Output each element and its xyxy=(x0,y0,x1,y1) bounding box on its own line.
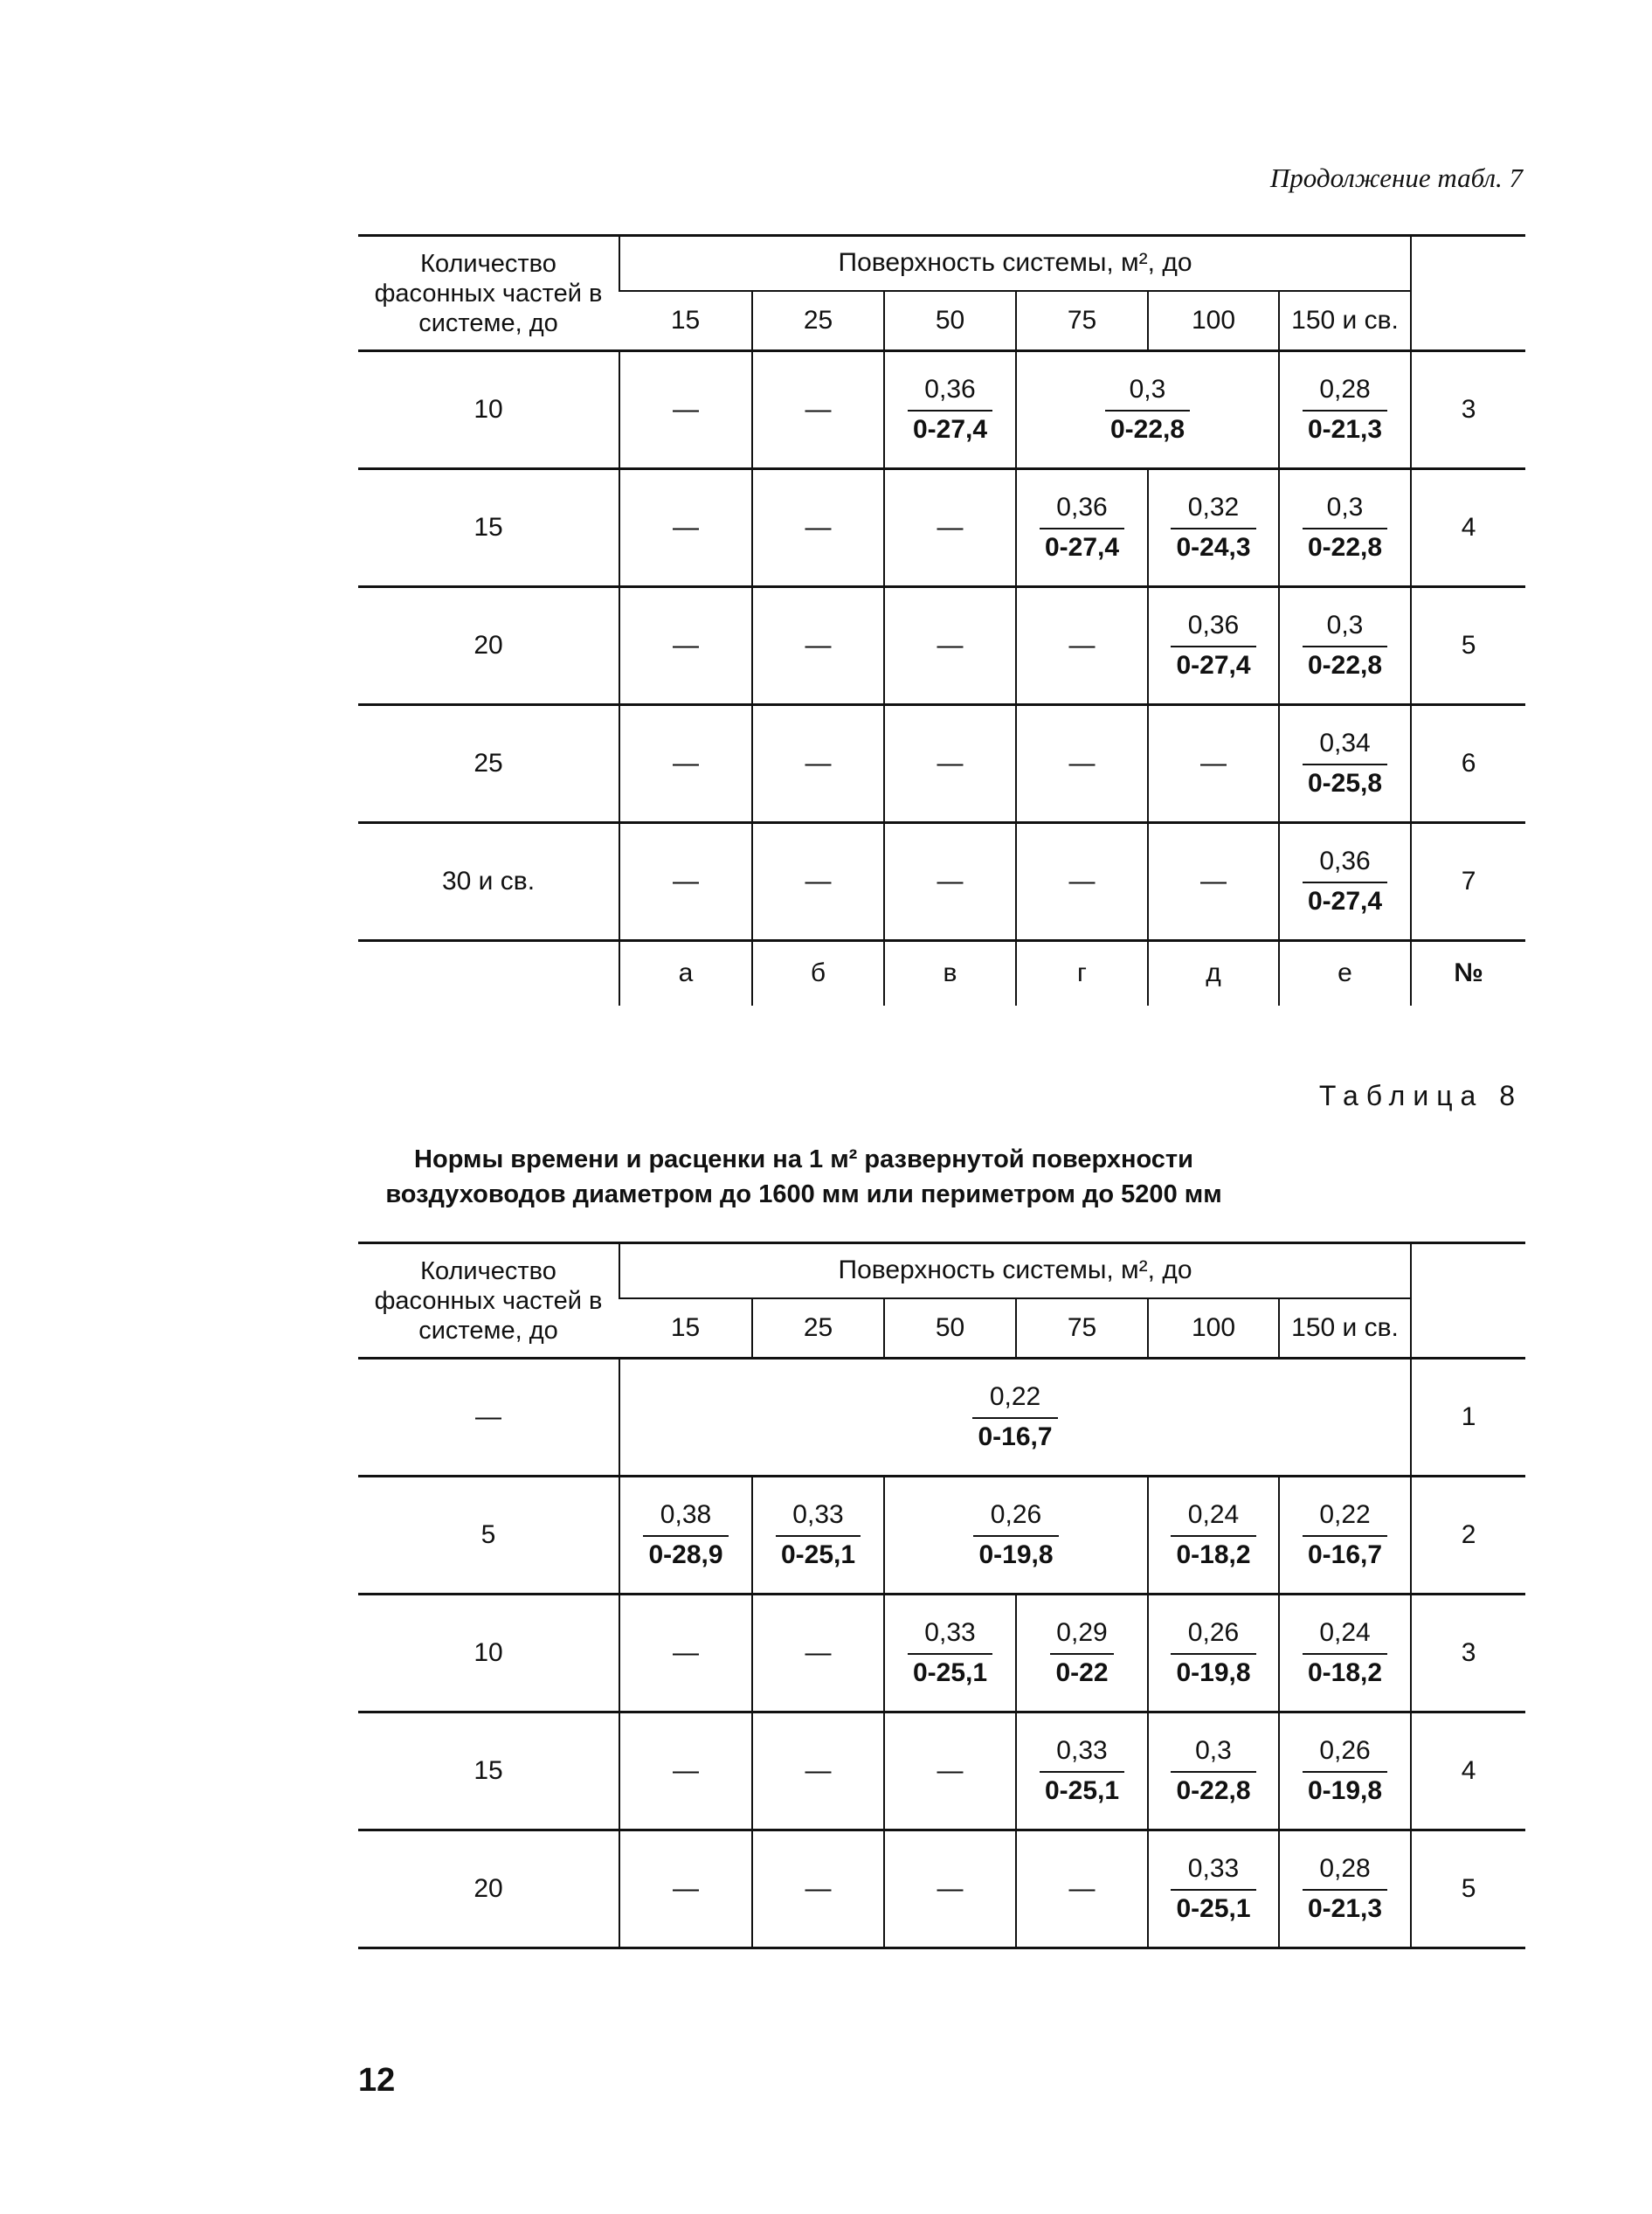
row-number: 7 xyxy=(1411,823,1525,941)
norm-fraction xyxy=(1303,375,1387,445)
norm-cell xyxy=(1279,705,1411,823)
norm-fraction xyxy=(1303,1618,1387,1688)
surface-header: Поверхность системы, м², до xyxy=(619,236,1411,291)
norm-fraction xyxy=(1303,729,1387,799)
empty-cell-dash: — xyxy=(619,587,752,705)
letters-blank xyxy=(358,941,619,1006)
norm-fraction xyxy=(1303,1736,1387,1806)
norm-cell xyxy=(752,1477,884,1595)
norm-fraction xyxy=(1171,493,1255,563)
norm-fraction xyxy=(972,1382,1057,1452)
time-norm: 0,26 xyxy=(990,1500,1042,1529)
row-number: 2 xyxy=(1411,1477,1525,1595)
norm-fraction xyxy=(973,1500,1058,1570)
empty-cell-dash: — xyxy=(752,351,884,469)
table-row xyxy=(358,1712,1525,1830)
table-8-label: Таблица 8 xyxy=(1318,1080,1523,1111)
rate-value: 0-22,8 xyxy=(1303,646,1387,681)
norm-fraction xyxy=(1105,375,1190,445)
rate-value: 0-28,9 xyxy=(643,1535,728,1570)
empty-cell-dash: — xyxy=(884,823,1016,941)
qty-header: Количество фасонных частей в системе, до xyxy=(358,236,619,351)
row-number: 6 xyxy=(1411,705,1525,823)
empty-cell-dash: — xyxy=(1016,587,1148,705)
norm-cell xyxy=(1279,1595,1411,1712)
empty-cell-dash: — xyxy=(1148,705,1279,823)
size-header: 75 xyxy=(1016,291,1148,351)
norm-cell xyxy=(1279,587,1411,705)
time-norm: 0,26 xyxy=(1187,1618,1240,1647)
norm-fraction xyxy=(1171,1736,1255,1806)
time-norm: 0,3 xyxy=(1326,493,1364,522)
empty-cell-dash: — xyxy=(752,823,884,941)
rate-value: 0-22 xyxy=(1050,1653,1113,1688)
norm-fraction xyxy=(1303,1854,1387,1924)
norm-cell xyxy=(884,1477,1148,1595)
time-norm: 0,3 xyxy=(1326,611,1364,640)
time-norm: 0,22 xyxy=(989,1382,1041,1411)
empty-cell-dash: — xyxy=(884,1830,1016,1948)
time-norm: 0,38 xyxy=(660,1500,712,1529)
qty-cell: 15 xyxy=(358,1712,619,1830)
size-header: 100 xyxy=(1148,1298,1279,1359)
norm-fraction xyxy=(1303,1500,1387,1570)
rate-value: 0-25,1 xyxy=(1040,1771,1124,1806)
row-number: 1 xyxy=(1411,1359,1525,1477)
time-norm: 0,26 xyxy=(1319,1736,1371,1765)
column-letter: д xyxy=(1148,941,1279,1006)
empty-cell-dash: — xyxy=(1016,1830,1148,1948)
column-letter: в xyxy=(884,941,1016,1006)
norm-fraction xyxy=(643,1500,728,1570)
norm-fraction xyxy=(1050,1618,1113,1688)
time-norm: 0,33 xyxy=(1187,1854,1240,1883)
time-norm: 0,36 xyxy=(1319,847,1371,875)
surface-header: Поверхность системы, м², до xyxy=(619,1243,1411,1298)
rate-value: 0-27,4 xyxy=(1303,882,1387,917)
time-norm: 0,22 xyxy=(1319,1500,1371,1529)
table-8 xyxy=(358,1242,1525,1949)
size-header: 75 xyxy=(1016,1298,1148,1359)
empty-cell-dash: — xyxy=(1016,823,1148,941)
qty-cell: 20 xyxy=(358,1830,619,1948)
qty-cell: 10 xyxy=(358,1595,619,1712)
empty-cell-dash: — xyxy=(884,587,1016,705)
rate-value: 0-18,2 xyxy=(1303,1653,1387,1688)
norm-cell xyxy=(1148,587,1279,705)
size-header: 150 и св. xyxy=(1279,1298,1411,1359)
time-norm: 0,28 xyxy=(1319,375,1371,404)
row-number: 4 xyxy=(1411,1712,1525,1830)
size-header: 50 xyxy=(884,1298,1016,1359)
norm-fraction xyxy=(1040,1736,1124,1806)
size-header: 15 xyxy=(619,1298,752,1359)
norm-cell xyxy=(619,1477,752,1595)
norm-fraction xyxy=(1303,847,1387,917)
table-row xyxy=(358,587,1525,705)
norm-cell xyxy=(1279,823,1411,941)
rate-value: 0-22,8 xyxy=(1303,528,1387,563)
rate-value: 0-25,1 xyxy=(908,1653,992,1688)
column-letter: а xyxy=(619,941,752,1006)
norm-fraction xyxy=(908,375,992,445)
qty-cell: 10 xyxy=(358,351,619,469)
norm-fraction xyxy=(1303,611,1387,681)
rate-value: 0-16,7 xyxy=(1303,1535,1387,1570)
time-norm: 0,33 xyxy=(924,1618,976,1647)
rate-value: 0-27,4 xyxy=(1040,528,1124,563)
norm-cell xyxy=(1016,1712,1148,1830)
empty-cell-dash: — xyxy=(1148,823,1279,941)
table-7-continuation xyxy=(358,234,1525,1006)
rate-value: 0-16,7 xyxy=(972,1417,1057,1452)
qty-cell: 25 xyxy=(358,705,619,823)
qty-cell: 5 xyxy=(358,1477,619,1595)
column-letter: б xyxy=(752,941,884,1006)
rate-value: 0-18,2 xyxy=(1171,1535,1255,1570)
norm-fraction xyxy=(1171,611,1255,681)
number-header-blank xyxy=(1411,1243,1525,1359)
qty-cell: — xyxy=(358,1359,619,1477)
empty-cell-dash: — xyxy=(884,1712,1016,1830)
norm-fraction xyxy=(1171,1500,1255,1570)
norm-cell xyxy=(1148,1712,1279,1830)
time-norm: 0,32 xyxy=(1187,493,1240,522)
size-header: 100 xyxy=(1148,291,1279,351)
norm-cell xyxy=(884,351,1016,469)
norm-cell xyxy=(1148,1595,1279,1712)
norm-cell xyxy=(884,1595,1016,1712)
size-header: 25 xyxy=(752,1298,884,1359)
table-8-title-line-2: воздуховодов диаметром до 1600 мм или периметром до 5200 мм xyxy=(385,1180,1222,1208)
time-norm: 0,3 xyxy=(1195,1736,1232,1765)
qty-cell: 20 xyxy=(358,587,619,705)
empty-cell-dash: — xyxy=(1016,705,1148,823)
time-norm: 0,29 xyxy=(1056,1618,1108,1647)
table-row xyxy=(358,705,1525,823)
size-header: 15 xyxy=(619,291,752,351)
norm-cell xyxy=(1016,469,1148,587)
table-row xyxy=(358,469,1525,587)
empty-cell-dash: — xyxy=(752,469,884,587)
time-norm: 0,33 xyxy=(792,1500,844,1529)
empty-cell-dash: — xyxy=(619,351,752,469)
empty-cell-dash: — xyxy=(752,705,884,823)
table-row xyxy=(358,823,1525,941)
norm-fraction xyxy=(776,1500,861,1570)
rate-value: 0-21,3 xyxy=(1303,410,1387,445)
norm-fraction xyxy=(1040,493,1124,563)
norm-cell xyxy=(619,1359,1411,1477)
rate-value: 0-25,8 xyxy=(1303,764,1387,799)
rate-value: 0-19,8 xyxy=(973,1535,1058,1570)
rate-value: 0-21,3 xyxy=(1303,1889,1387,1924)
empty-cell-dash: — xyxy=(619,1830,752,1948)
time-norm: 0,34 xyxy=(1319,729,1371,758)
qty-cell: 15 xyxy=(358,469,619,587)
empty-cell-dash: — xyxy=(619,1595,752,1712)
continuation-caption: Продолжение табл. 7 xyxy=(1269,163,1523,193)
time-norm: 0,24 xyxy=(1187,1500,1240,1529)
size-header: 50 xyxy=(884,291,1016,351)
rate-value: 0-19,8 xyxy=(1171,1653,1255,1688)
page-number: 12 xyxy=(358,2062,396,2099)
empty-cell-dash: — xyxy=(752,1830,884,1948)
empty-cell-dash: — xyxy=(884,705,1016,823)
time-norm: 0,33 xyxy=(1056,1736,1108,1765)
rate-value: 0-25,1 xyxy=(1171,1889,1255,1924)
table-row xyxy=(358,1477,1525,1595)
empty-cell-dash: — xyxy=(752,587,884,705)
column-letter: г xyxy=(1016,941,1148,1006)
rate-value: 0-22,8 xyxy=(1171,1771,1255,1806)
time-norm: 0,28 xyxy=(1319,1854,1371,1883)
empty-cell-dash: — xyxy=(619,705,752,823)
norm-cell xyxy=(1279,351,1411,469)
rate-value: 0-27,4 xyxy=(908,410,992,445)
number-label: № xyxy=(1411,941,1525,1006)
rate-value: 0-24,3 xyxy=(1171,528,1255,563)
norm-fraction xyxy=(1171,1854,1255,1924)
rate-value: 0-22,8 xyxy=(1105,410,1190,445)
norm-cell xyxy=(1279,1477,1411,1595)
time-norm: 0,36 xyxy=(1187,611,1240,640)
row-number: 5 xyxy=(1411,1830,1525,1948)
number-header-blank xyxy=(1411,236,1525,351)
table-row xyxy=(358,351,1525,469)
norm-cell xyxy=(1148,1477,1279,1595)
empty-cell-dash: — xyxy=(752,1712,884,1830)
norm-cell xyxy=(1279,1712,1411,1830)
norm-fraction xyxy=(908,1618,992,1688)
size-header: 25 xyxy=(752,291,884,351)
table-8-title-line-1: Нормы времени и расценки на 1 м² развернутой поверхности xyxy=(414,1145,1193,1173)
time-norm: 0,36 xyxy=(924,375,976,404)
row-number: 3 xyxy=(1411,351,1525,469)
norm-fraction xyxy=(1171,1618,1255,1688)
norm-cell xyxy=(1148,1830,1279,1948)
norm-cell xyxy=(1279,1830,1411,1948)
empty-cell-dash: — xyxy=(619,469,752,587)
column-letter: е xyxy=(1279,941,1411,1006)
rate-value: 0-19,8 xyxy=(1303,1771,1387,1806)
time-norm: 0,3 xyxy=(1129,375,1166,404)
norm-cell xyxy=(1279,469,1411,587)
empty-cell-dash: — xyxy=(884,469,1016,587)
qty-cell: 30 и св. xyxy=(358,823,619,941)
norm-cell xyxy=(1016,351,1279,469)
time-norm: 0,24 xyxy=(1319,1618,1371,1647)
row-number: 4 xyxy=(1411,469,1525,587)
table-8-title xyxy=(288,1142,1319,1212)
empty-cell-dash: — xyxy=(619,1712,752,1830)
norm-cell xyxy=(1016,1595,1148,1712)
rate-value: 0-25,1 xyxy=(776,1535,861,1570)
empty-cell-dash: — xyxy=(752,1595,884,1712)
row-number: 5 xyxy=(1411,587,1525,705)
empty-cell-dash: — xyxy=(619,823,752,941)
size-header: 150 и св. xyxy=(1279,291,1411,351)
norm-fraction xyxy=(1303,493,1387,563)
table-row xyxy=(358,1359,1525,1477)
norm-cell xyxy=(1148,469,1279,587)
rate-value: 0-27,4 xyxy=(1171,646,1255,681)
row-number: 3 xyxy=(1411,1595,1525,1712)
qty-header: Количество фасонных частей в системе, до xyxy=(358,1243,619,1359)
time-norm: 0,36 xyxy=(1056,493,1108,522)
table-row xyxy=(358,1830,1525,1948)
table-row xyxy=(358,1595,1525,1712)
